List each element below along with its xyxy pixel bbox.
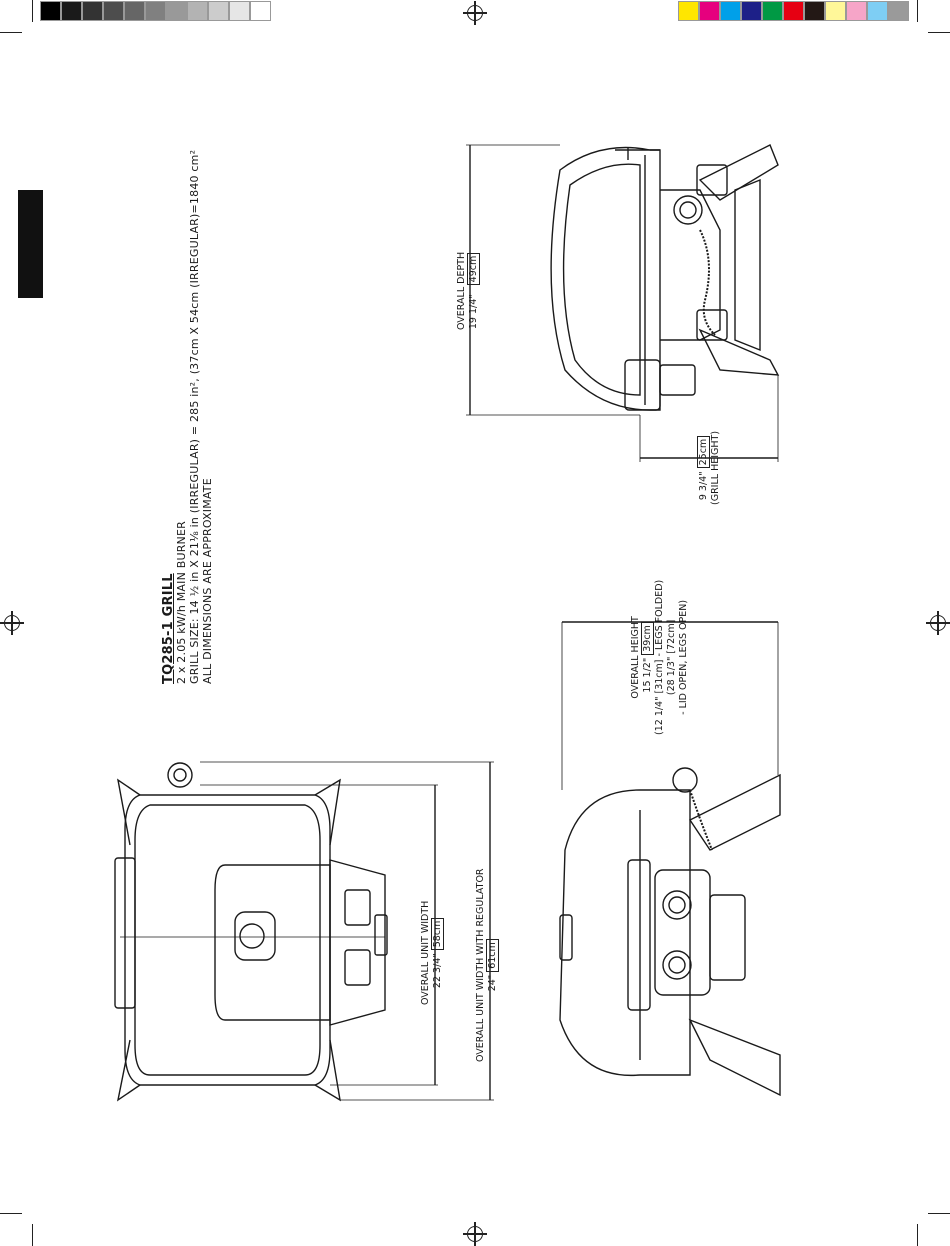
grill-height-label: 9 3/4" 25cm (GRILL HEIGHT)	[698, 430, 721, 505]
unit-width-label: OVERALL UNIT WIDTH 22 3/4" 58cm	[420, 900, 443, 1005]
grill-size-spec: GRILL SIZE: 14 ½ in X 21⅛ in (IRREGULAR) = 285 in², (37cm X 54cm (IRREGULAR)=1840 cm²	[188, 149, 201, 684]
depth-label: OVERALL DEPTH 19 1/4" 49cm	[456, 251, 479, 330]
top-view-drawing	[115, 763, 387, 1100]
side-view-drawing	[551, 145, 778, 410]
front-view-drawing	[560, 768, 780, 1095]
burner-spec: 2 x 2.05 kW/h MAIN BURNER	[175, 521, 188, 684]
grill-title: TQ285-1 GRILL	[161, 573, 176, 684]
regulator-width-label: OVERALL UNIT WIDTH WITH REGULATOR 24" 61cm	[475, 868, 498, 1062]
approx-note: ALL DIMENSIONS ARE APPROXIMATE	[201, 478, 214, 684]
overall-height-label: OVERALL HEIGHT 15 1/2" 39cm (12 1/4" [31cm] - LEGS FOLDED) (28 1/3" [72cm] - LID OPEN, LEGS OPEN)	[630, 579, 689, 735]
